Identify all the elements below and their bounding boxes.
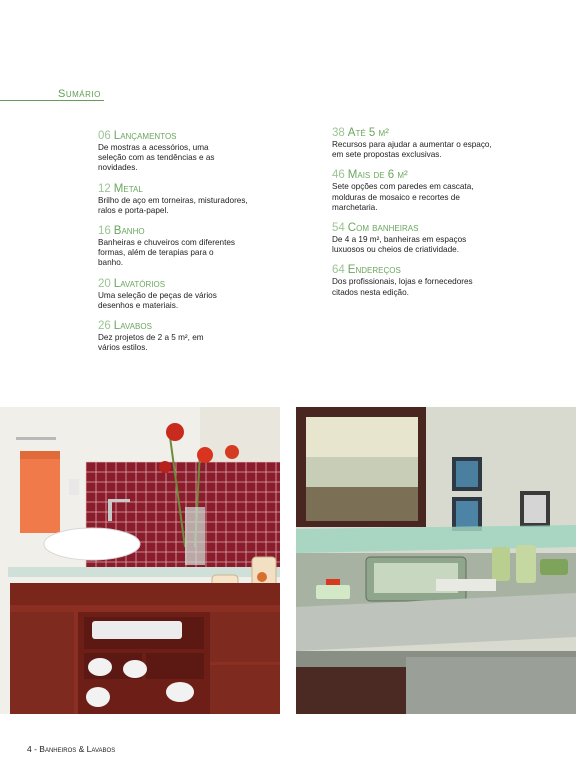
toc-entry[interactable] [332, 222, 542, 255]
toc-entry[interactable] [98, 225, 308, 269]
toc-entry-title: Com banheiras [347, 222, 419, 235]
toc-page-number: 38 [332, 127, 345, 139]
header-rule [0, 100, 104, 101]
toc-page-number: 12 [98, 182, 111, 195]
toc-entry-title: Até 5 m² [347, 127, 389, 139]
toc-page-number: 20 [98, 277, 111, 290]
toc-entry[interactable] [98, 278, 308, 311]
bathroom-illustration-left [0, 407, 280, 714]
bathroom-photo-left [0, 407, 280, 714]
toc-entry-description: Banheiras e chuveiros com diferentes formas, além de terapias para o banho. [98, 238, 235, 268]
section-header [0, 44, 110, 100]
toc-page-number: 46 [332, 169, 345, 182]
bathroom-illustration-right [296, 407, 576, 714]
toc-column-left [98, 130, 308, 362]
toc-page-number: 64 [332, 264, 345, 277]
toc-entry[interactable] [98, 183, 308, 216]
toc-page-number: 06 [98, 130, 111, 142]
toc-page-number: 26 [98, 320, 111, 333]
toc-entry-description: De 4 a 19 m², banheiras em espaços luxuosos ou cheios de criatividade. [332, 235, 467, 255]
toc-entry-description: Sete opções com paredes em cascata, molduras de mosaico e recortes de marchetaria. [332, 182, 474, 212]
toc-entry-title: Metal [113, 182, 143, 195]
toc-entry[interactable] [332, 264, 542, 297]
toc-entry-title: Lavabos [113, 320, 152, 333]
toc-entry-title: Endereços [347, 264, 401, 277]
toc-page-number: 16 [98, 225, 111, 238]
toc-entry-description: Dos profissionais, lojas e fornecedores citados nesta edição. [332, 277, 473, 297]
page-footer: 4 - Banheiros & Lavabos [27, 744, 116, 754]
section-title: Sumário [58, 88, 101, 100]
toc-entry-description: Recursos para ajudar a aumentar o espaço, em sete propostas exclusivas. [332, 140, 492, 160]
toc-entry[interactable] [332, 169, 542, 213]
toc-entry-title: Mais de 6 m² [347, 169, 408, 182]
toc-entry[interactable] [98, 130, 308, 174]
toc-entry-title: Banho [113, 225, 145, 238]
toc-entry[interactable] [98, 320, 308, 353]
toc-column-right [332, 127, 542, 307]
bathroom-photo-right [296, 407, 576, 714]
toc-entry-title: Lançamentos [113, 130, 177, 142]
toc-page-number: 54 [332, 222, 345, 235]
toc-entry-description: Uma seleção de peças de vários desenhos e materiais. [98, 290, 217, 310]
toc-entry-title: Lavatórios [113, 277, 166, 290]
toc-entry-description: De mostras a acessórios, uma seleção com as tendências e as novidades. [98, 143, 215, 173]
toc-entry-description: Dez projetos de 2 a 5 m², em vários estilos. [98, 333, 204, 353]
toc-entry[interactable] [332, 127, 542, 160]
toc-entry-description: Brilho de aço em torneiras, misturadores, ralos e porta-papel. [98, 195, 248, 215]
